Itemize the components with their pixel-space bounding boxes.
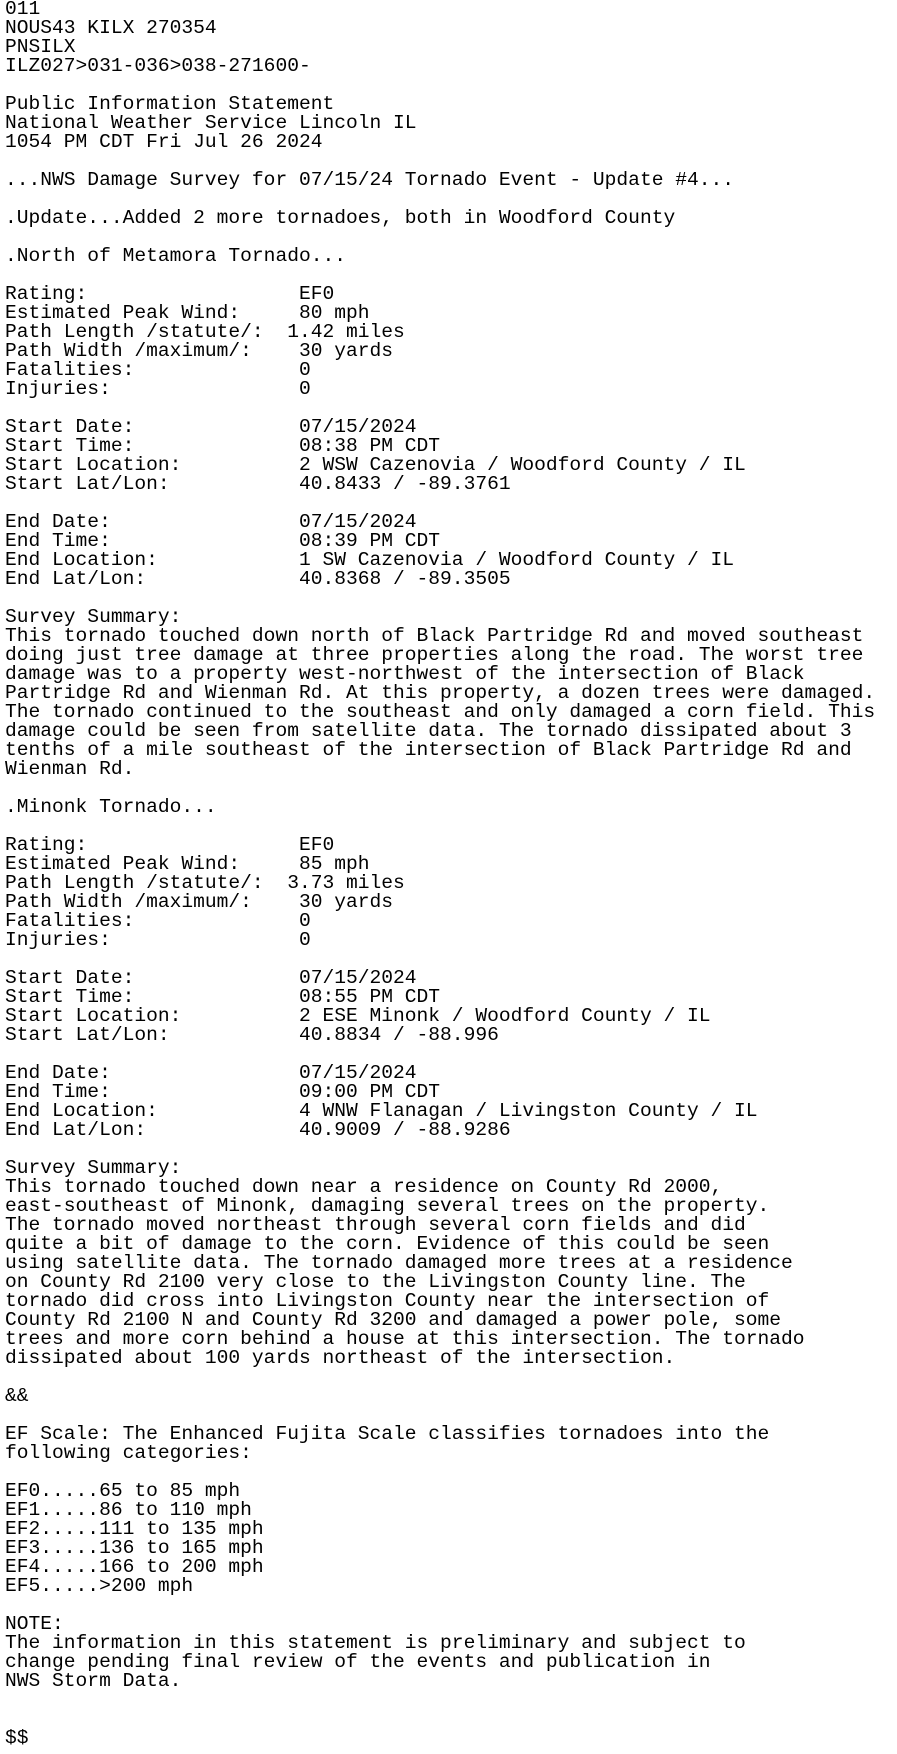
text-line: Fatalities: 0 <box>5 359 311 381</box>
text-line: End Location: 4 WNW Flanagan / Livingston County / IL <box>5 1100 758 1122</box>
text-line: Start Date: 07/15/2024 <box>5 967 417 989</box>
text-line: 011 <box>5 0 41 20</box>
text-line: dissipated about 100 yards northeast of the intersection. <box>5 1347 676 1369</box>
text-line: National Weather Service Lincoln IL <box>5 112 417 134</box>
text-line: Survey Summary: <box>5 606 182 628</box>
text-line: The information in this statement is preliminary and subject to <box>5 1632 746 1654</box>
text-line: EF0.....65 to 85 mph <box>5 1480 241 1502</box>
text-line: End Time: 09:00 PM CDT <box>5 1081 441 1103</box>
text-line: tenths of a mile southeast of the intersection of Black Partridge Rd and <box>5 739 852 761</box>
text-line: Start Location: 2 WSW Cazenovia / Woodford County / IL <box>5 454 746 476</box>
text-line: Injuries: 0 <box>5 378 311 400</box>
text-line: Path Length /statute/: 1.42 miles <box>5 321 405 343</box>
text-line: Fatalities: 0 <box>5 910 311 932</box>
text-line: EF Scale: The Enhanced Fujita Scale classifies tornadoes into the <box>5 1423 770 1445</box>
text-line <box>5 1368 897 1387</box>
text-line: on County Rd 2100 very close to the Livingston County line. The <box>5 1271 746 1293</box>
text-line: quite a bit of damage to the corn. Evidence of this could be seen <box>5 1233 770 1255</box>
text-line: PNSILX <box>5 36 76 58</box>
text-line: NOUS43 KILX 270354 <box>5 17 217 39</box>
text-line <box>5 1710 897 1729</box>
tornado-section-minonk <box>5 798 897 1387</box>
text-line: Path Width /maximum/: 30 yards <box>5 340 394 362</box>
text-line: Start Location: 2 ESE Minonk / Woodford County / IL <box>5 1005 711 1027</box>
text-line: following categories: <box>5 1442 252 1464</box>
text-line: ILZ027>031-036>038-271600- <box>5 55 311 77</box>
text-line: Path Width /maximum/: 30 yards <box>5 891 394 913</box>
text-line: tornado did cross into Livingston County near the intersection of <box>5 1290 770 1312</box>
text-line: Survey Summary: <box>5 1157 182 1179</box>
text-line: Estimated Peak Wind: 80 mph <box>5 302 370 324</box>
text-line <box>5 1596 897 1615</box>
text-line: Start Lat/Lon: 40.8433 / -89.3761 <box>5 473 511 495</box>
text-line: Start Time: 08:38 PM CDT <box>5 435 441 457</box>
text-line: Start Date: 07/15/2024 <box>5 416 417 438</box>
text-line: The tornado moved northeast through several corn fields and did <box>5 1214 746 1236</box>
text-line: doing just tree damage at three properties along the road. The worst tree <box>5 644 864 666</box>
text-line: County Rd 2100 N and County Rd 3200 and damaged a power pole, some <box>5 1309 782 1331</box>
product-header <box>5 0 897 247</box>
text-line: $$ <box>5 1727 29 1749</box>
text-line: EF4.....166 to 200 mph <box>5 1556 264 1578</box>
text-line: Partridge Rd and Wienman Rd. At this property, a dozen trees were damaged. <box>5 682 876 704</box>
text-line: Estimated Peak Wind: 85 mph <box>5 853 370 875</box>
tornado-section-north-of-metamora <box>5 247 897 798</box>
text-line: End Date: 07/15/2024 <box>5 1062 417 1084</box>
text-line: EF3.....136 to 165 mph <box>5 1537 264 1559</box>
ef-scale-and-note-footer <box>5 1387 897 1748</box>
text-line: EF2.....111 to 135 mph <box>5 1518 264 1540</box>
text-line: ...NWS Damage Survey for 07/15/24 Tornado Event - Update #4... <box>5 169 735 191</box>
text-line: damage could be seen from satellite data. The tornado dissipated about 3 <box>5 720 852 742</box>
text-line: east-southeast of Minonk, damaging several trees on the property. <box>5 1195 770 1217</box>
text-line: damage was to a property west-northwest of the intersection of Black <box>5 663 805 685</box>
text-line <box>5 1691 897 1710</box>
text-line: .Update...Added 2 more tornadoes, both in Woodford County <box>5 207 676 229</box>
text-line: trees and more corn behind a house at this intersection. The tornado <box>5 1328 805 1350</box>
text-line: EF1.....86 to 110 mph <box>5 1499 252 1521</box>
text-line: Public Information Statement <box>5 93 335 115</box>
text-line: 1054 PM CDT Fri Jul 26 2024 <box>5 131 323 153</box>
text-line: using satellite data. The tornado damaged more trees at a residence <box>5 1252 793 1274</box>
text-line: This tornado touched down north of Black Partridge Rd and moved southeast <box>5 625 864 647</box>
text-line: End Time: 08:39 PM CDT <box>5 530 441 552</box>
text-line: The tornado continued to the southeast and only damaged a corn field. This <box>5 701 876 723</box>
text-line: This tornado touched down near a residence on County Rd 2000, <box>5 1176 723 1198</box>
text-line: Rating: EF0 <box>5 834 335 856</box>
text-line: Path Length /statute/: 3.73 miles <box>5 872 405 894</box>
text-line: EF5.....>200 mph <box>5 1575 194 1597</box>
text-line: Injuries: 0 <box>5 929 311 951</box>
text-line: Start Time: 08:55 PM CDT <box>5 986 441 1008</box>
text-line: End Date: 07/15/2024 <box>5 511 417 533</box>
text-line: change pending final review of the events and publication in <box>5 1651 711 1673</box>
text-line: NOTE: <box>5 1613 64 1635</box>
text-line: && <box>5 1385 29 1407</box>
text-line: NWS Storm Data. <box>5 1670 182 1692</box>
text-line: End Lat/Lon: 40.9009 / -88.9286 <box>5 1119 511 1141</box>
text-line: .North of Metamora Tornado... <box>5 245 346 267</box>
text-line: Rating: EF0 <box>5 283 335 305</box>
text-line: Start Lat/Lon: 40.8834 / -88.996 <box>5 1024 499 1046</box>
text-line: End Location: 1 SW Cazenovia / Woodford County / IL <box>5 549 735 571</box>
text-line: Wienman Rd. <box>5 758 135 780</box>
text-line: End Lat/Lon: 40.8368 / -89.3505 <box>5 568 511 590</box>
text-line: .Minonk Tornado... <box>5 796 217 818</box>
